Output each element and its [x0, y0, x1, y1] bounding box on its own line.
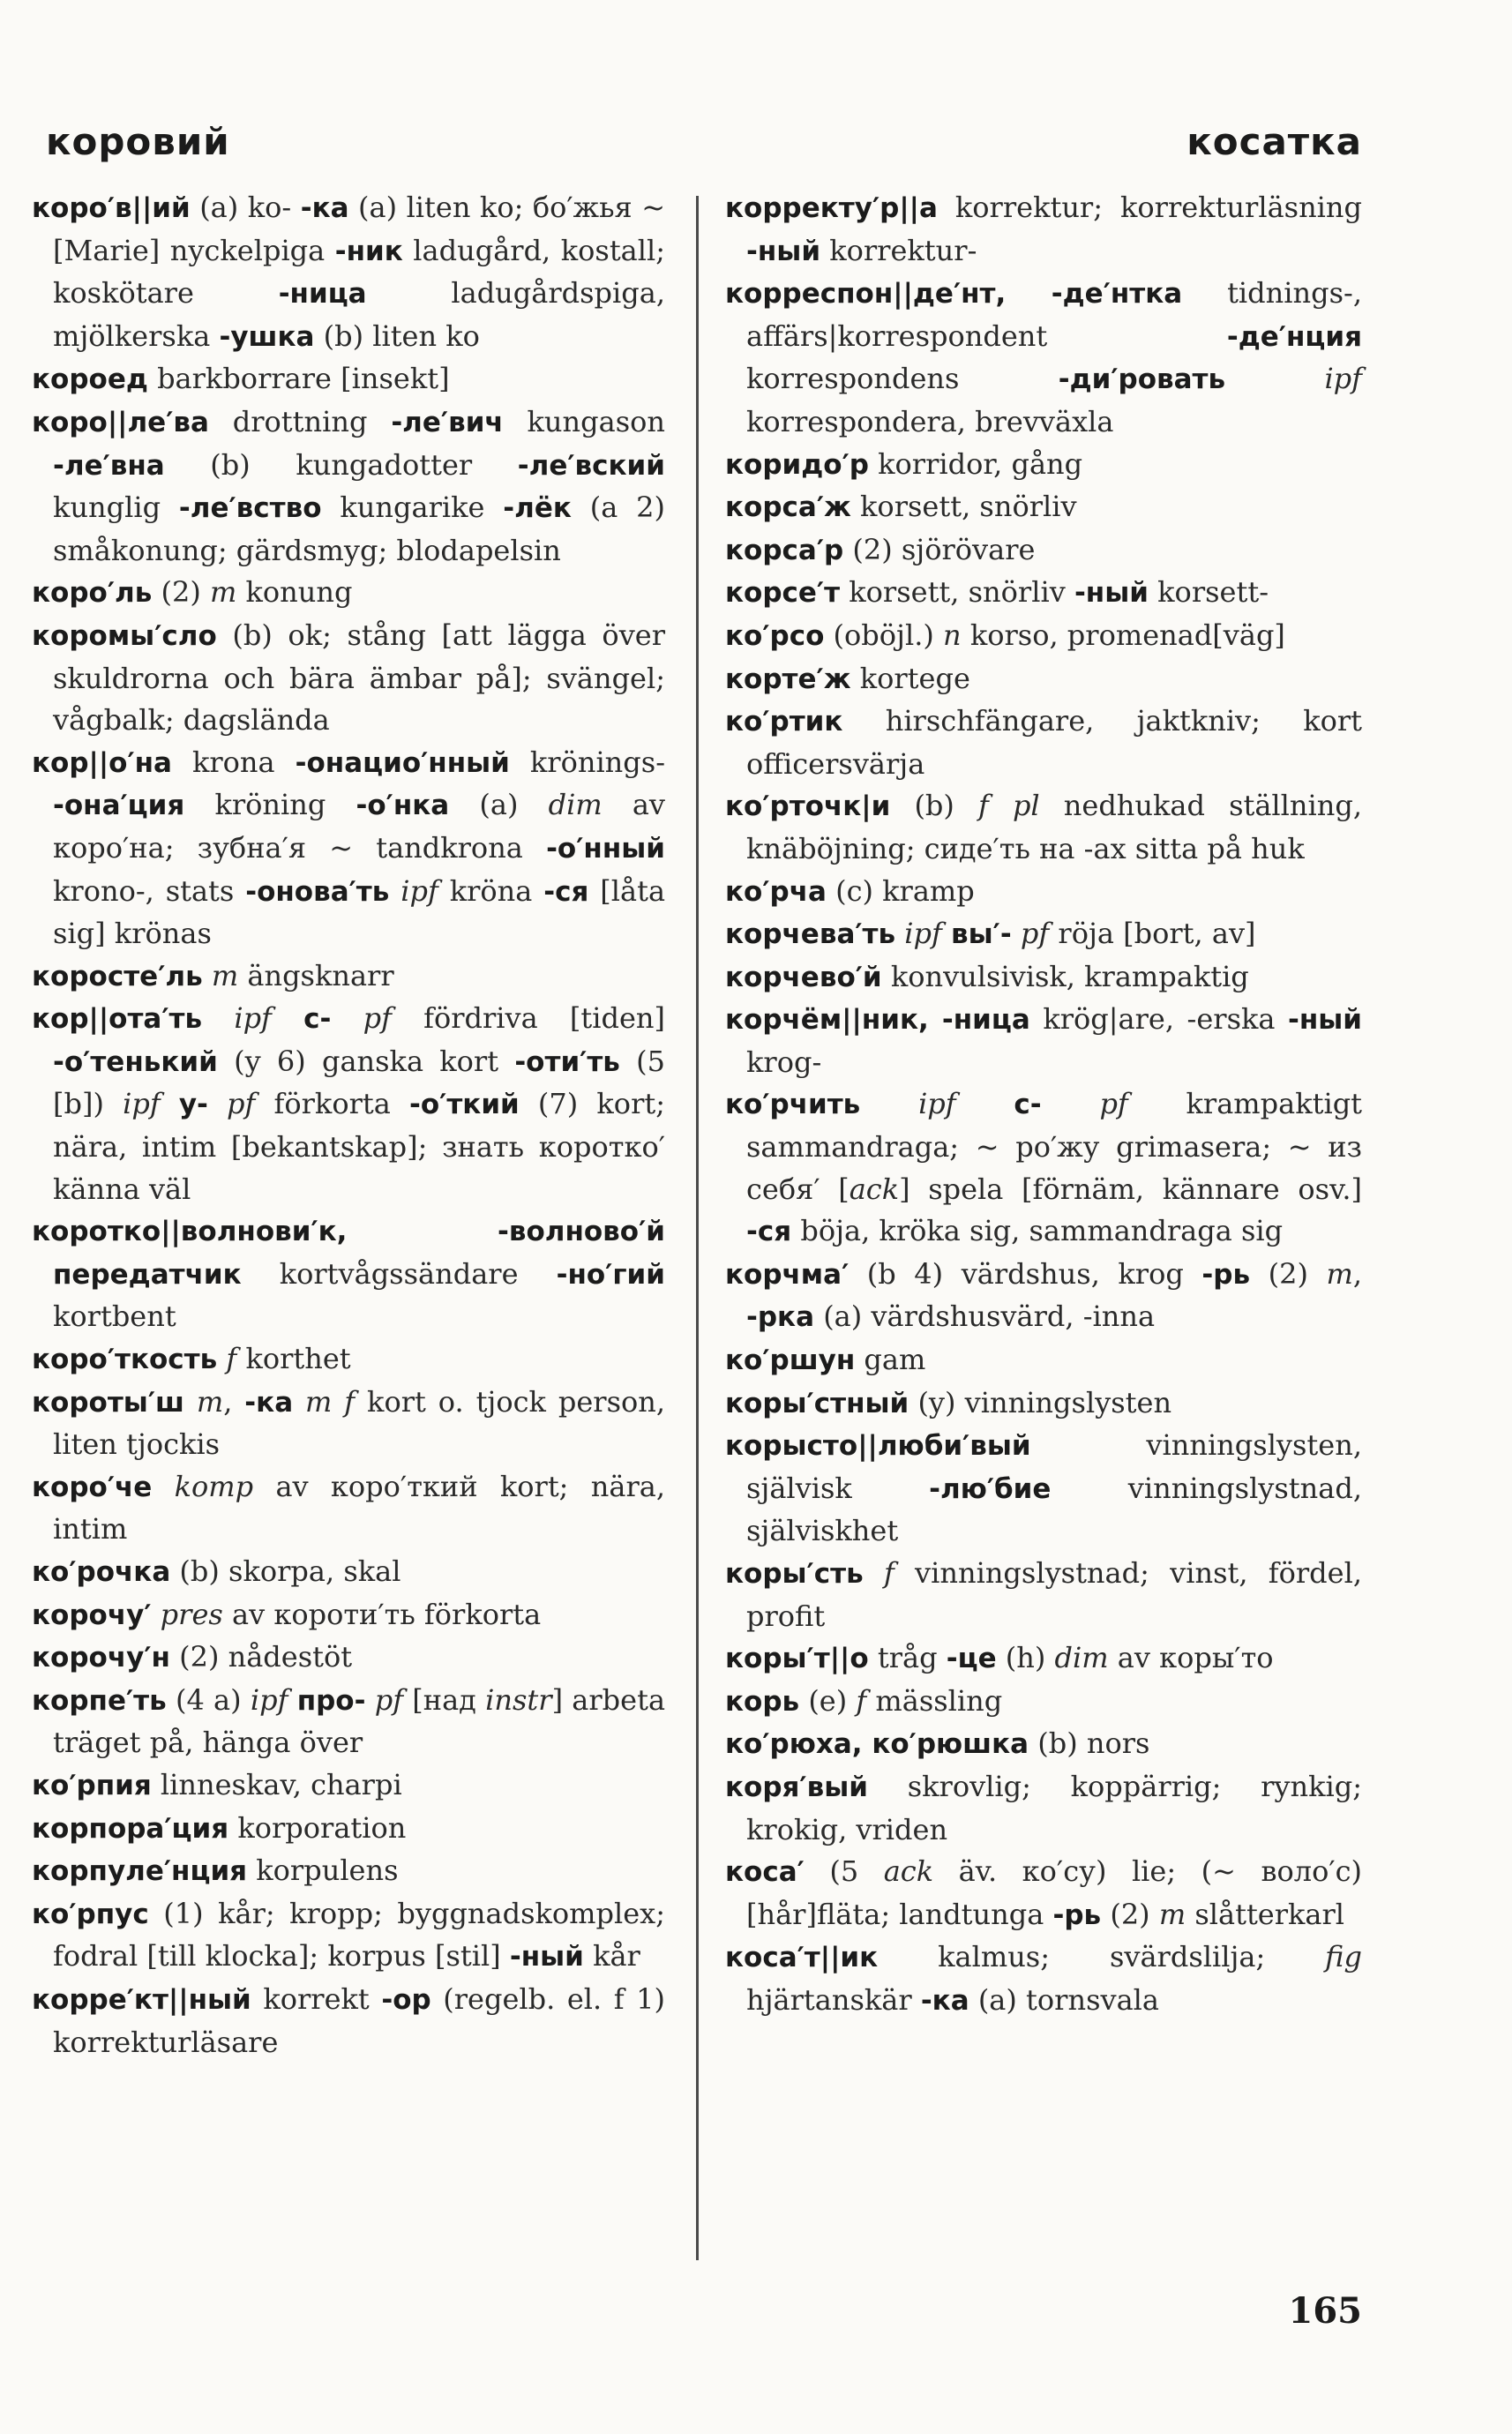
dictionary-entry: корысто||люби′вый vinningslysten, självisk -лю′бие vinningslystnad, själviskhet	[725, 1428, 1362, 1548]
dictionary-entry: корчево′й konvulsivisk, krampaktig	[725, 959, 1249, 993]
dictionary-entry: корь (e) f mässling	[725, 1683, 1003, 1718]
dictionary-entry: корочу′н (2) nådestöt	[32, 1640, 353, 1674]
dictionary-entry: коро′че komp av коро′ткий kort; nära, intim	[32, 1469, 666, 1547]
dictionary-entry: корпора′ция korporation	[32, 1810, 407, 1845]
dictionary-entry: коротко||волнови′к, -волново′й передатчик kortvågssändare -но′гий kortbent	[32, 1216, 665, 1334]
dictionary-entry: корчева′ть ipf вы′- pf röja [bort, av]	[725, 917, 1256, 951]
dictionary-entry: корректу′р||а korrektur; korrekturläsning -ный korrektur-	[725, 191, 1362, 267]
dictionary-entry: кор||ота′ть ipf с- pf fördriva [tiden] -о′тенький (y 6) ganska kort -оти′ть (5 [b]) ipf у- pf förkorta -о′ткий (7) kort; nära, intim [bekantskap]; знать коротко′ känna väl	[32, 1001, 666, 1206]
dictionary-entry: корсе′т korsett, snörliv -ный korsett-	[725, 575, 1269, 610]
dictionary-entry: ко′рпус (1) kår; kropp; byggnadskomplex; fodral [till klocka]; korpus [stil] -ный kår	[32, 1896, 665, 1973]
dictionary-entry: коса′ (5 ack äv. ко′су) lie; (~ воло′с) [hår]fläta; landtunga -рь (2) m slåtterkarl	[725, 1854, 1363, 1931]
dictionary-entry: ко′ртик hirschfängare, jaktkniv; kort officersvärja	[725, 704, 1362, 781]
dictionary-entry: ко′рча (c) kramp	[725, 873, 975, 908]
dictionary-entry: коса′т||ик kalmus; svärdslilja; fig hjärtanskär -ка (a) tornsvala	[725, 1940, 1362, 2017]
dictionary-entry: коро′в||ий (a) ko- -ка (a) liten ko; бо′жья ~ [Marie] nyckelpiga -ник ladugård, kostall; koskötare -ница ladugårdspiga, mjölkerska -ушка (b) liten ko	[32, 191, 666, 353]
dictionary-entry: корса′р (2) sjörövare	[725, 532, 1036, 566]
dictionary-entry: коро||ле′ва drottning -ле′вич kungason -ле′вна (b) kungadotter -ле′вский kunglig -ле′вство kungarike -лёк (a 2) småkonung; gärdsmyg; blodapelsin	[32, 404, 666, 567]
dictionary-entry: ко′рсо (oböjl.) n korso, promenad[väg]	[725, 618, 1285, 652]
dictionary-entry: корре′кт||ный korrekt -ор (regelb. el. f 1) korrekturläsare	[32, 1981, 666, 2059]
dictionary-entry: коросте′ль m ängsknarr	[32, 958, 394, 992]
dictionary-entry: коро′ткость f korthet	[32, 1342, 351, 1376]
dictionary-entry: ко′рточк|и (b) f pl nedhukad ställning, knäböjning; сиде′ть на -ах sitta på huk	[725, 789, 1363, 865]
dictionary-entry: корпуле′нция korpulens	[32, 1854, 399, 1888]
dictionary-entry: коро′ль (2) m konung	[32, 575, 353, 610]
dictionary-entry: коря′вый skrovlig; koppärrig; rynkig; krokig, vriden	[725, 1769, 1362, 1846]
dictionary-entry: ко′рюха, ко′рюшка (b) nors	[725, 1726, 1150, 1761]
dictionary-entry: ко′рчить ipf с- pf krampaktigt sammandraga; ~ ро′жу grimasera; ~ из себя′ [ack] spela [förnäm, kännare osv.] -ся böja, kröka sig, sammandraga sig	[725, 1087, 1363, 1248]
dictionary-entry: корпе′ть (4 a) ipf про- pf [над instr] arbeta träget på, hänga över	[32, 1682, 666, 1760]
page-number: 165	[1288, 2290, 1362, 2332]
dictionary-entry: кор||о′на krona -онацио′нный krönings- -она′ция kröning -о′нка (a) dim av коро′на; зубна′я ~ tandkrona -о′нный krono-, stats -онова′ть ipf kröna -ся [låta sig] krönas	[32, 745, 666, 951]
dictionary-entry: корте′ж kortege	[725, 661, 970, 695]
dictionary-entry: коры′стный (y) vinningslysten	[725, 1385, 1172, 1419]
dictionary-entry: коры′т||о tråg -це (h) dim av коры′то	[725, 1641, 1274, 1675]
dictionary-entry: короед barkborrare [insekt]	[32, 362, 450, 396]
running-head-right: косатка	[1186, 120, 1362, 163]
dictionary-entry: корреспон||де′нт, -де′нтка tidnings-, affärs|korrespondent -де′нция korrespondens -ди′ровать ipf korrespondera, brevväxla	[725, 276, 1362, 438]
dictionary-entry: ко′ршун gam	[725, 1343, 926, 1377]
dictionary-entry: ко′рочка (b) skorpa, skal	[32, 1554, 401, 1588]
column-divider	[696, 196, 699, 2260]
dictionary-entry: коры′сть f vinningslystnad; vinst, fördel, profit	[725, 1556, 1363, 1633]
right-column	[725, 187, 1362, 2023]
dictionary-entry: ко′рпия linneskav, charpi	[32, 1767, 402, 1801]
dictionary-entry: короты′ш m, -ка m f kort o. tjock person, liten tjockis	[32, 1384, 666, 1462]
dictionary-entry: корса′ж korsett, snörliv	[725, 490, 1077, 524]
dictionary-entry: коромы′сло (b) ok; stång [att lägga över skuldrorna och bära ämbar på]; svängel; vågbalk; dagslända	[32, 618, 665, 738]
dictionary-entry: коридо′р korridor, gång	[725, 446, 1083, 481]
dictionary-entry: корчём||ник, -ница krög|are, -erska -ный krog-	[725, 1002, 1362, 1079]
left-column	[32, 187, 665, 2063]
dictionary-entry: корчма′ (b 4) värdshus, krog -рь (2) m, -рка (a) värdshusvärd, -inna	[725, 1256, 1363, 1334]
dictionary-entry: корочу′ pres av короти′ть förkorta	[32, 1597, 542, 1631]
running-head-left: коровий	[46, 120, 230, 163]
